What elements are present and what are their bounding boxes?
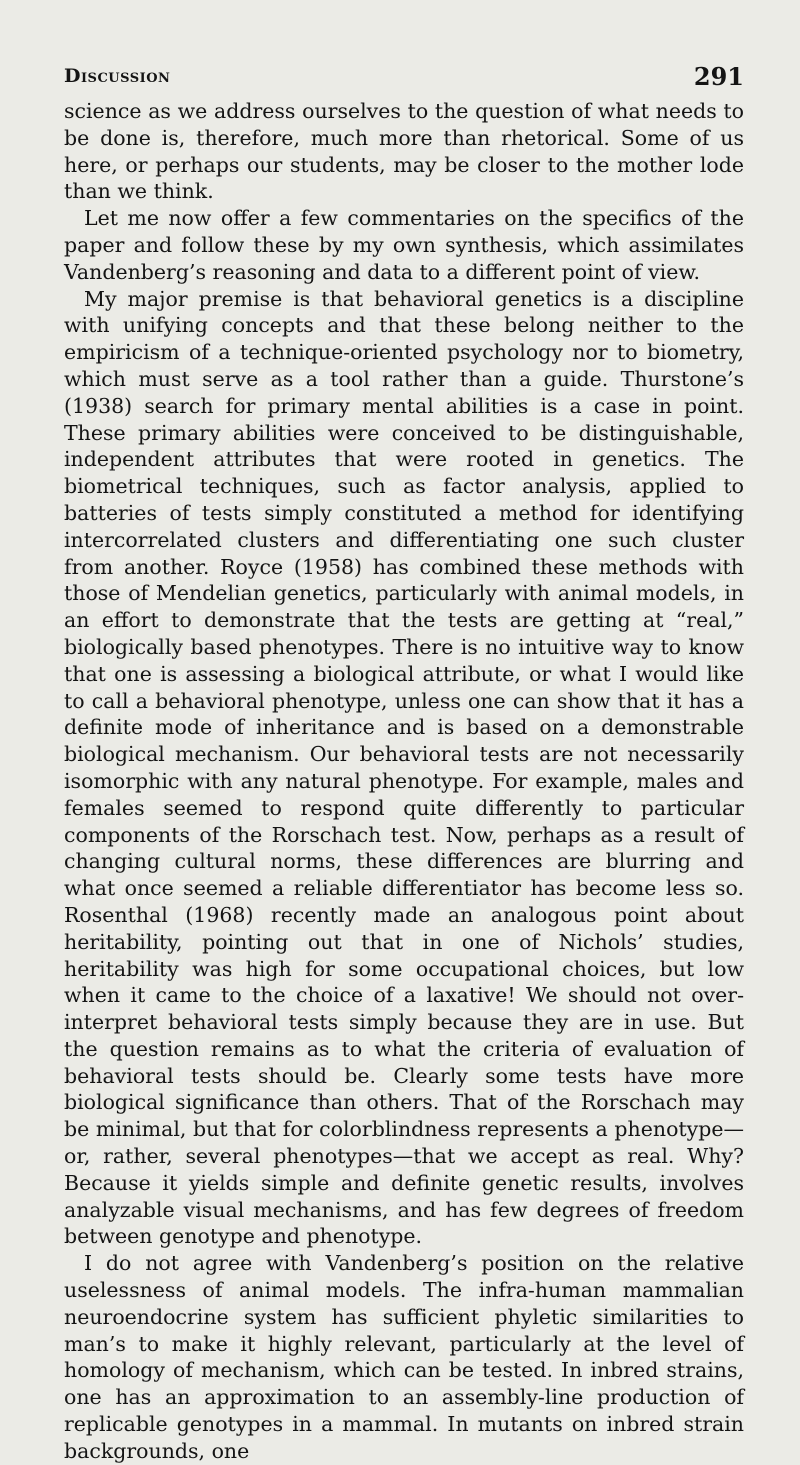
page-number: 291 xyxy=(693,62,744,91)
body-text xyxy=(64,98,744,1465)
paragraph-commentary-intro: Let me now offer a few commentaries on the specifics of the paper and follow these by my own synthesis, which assimilates Vandenberg’s reasoning and data to a different point of view. xyxy=(64,206,744,284)
paragraph-animal-models: I do not agree with Vandenberg’s position on the relative uselessness of animal models. The infra-human mammalian neuroendocrine system has sufficient phyletic similarities to man’s to make it highly relevant, particularly at the level of homology of mechanism, which can be tested. In inbred strains, one has an approximation to an assembly-line production of replicable genotypes in a mammal. In mutants on inbred strain backgrounds, one xyxy=(64,1251,744,1463)
running-head xyxy=(64,62,744,96)
paragraph-continuation: science as we address ourselves to the question of what needs to be done is, therefore, much more than rhetorical. Some of us here, or perhaps our students, may be closer to the mother lode than we think. xyxy=(64,99,744,204)
section-title: Discussion xyxy=(64,65,171,87)
paragraph-major-premise: My major premise is that behavioral genetics is a discipline with unifying concepts and that these belong neither to the empiricism of a technique-oriented psychology nor to biometry, which must serve as a tool rather than a guide. Thurstone’s (1938) search for primary mental abilities is a case in point. These primary abilities were conceived to be distinguishable, independent attributes that were rooted in genetics. The biometrical techniques, such as factor analysis, applied to batteries of tests simply constituted a method for identifying intercorrelated clusters and differentiating one such cluster from another. Royce (1958) has combined these methods with those of Mendelian genetics, particularly with animal models, in an effort to demonstrate that the tests are getting at “real,” biologically based phenotypes. There is no intuitive way to know that one is assessing a biological attribute, or what I would like to call a behavioral phenotype, unless one can show that it has a definite mode of inheritance and is based on a demonstrable biological mechanism. Our behavioral tests are not necessarily isomorphic with any natural phenotype. For example, males and females seemed to respond quite differently to particular components of the Rorschach test. Now, perhaps as a result of changing cultural norms, these differences are blurring and what once seemed a reliable differentiator has become less so. Rosenthal (1968) recently made an analogous point about heritability, pointing out that in one of Nichols’ studies, heritability was high for some occupational choices, but low when it came to the choice of a laxative! We should not over-interpret behavioral tests simply because they are in use. But the question remains as to what the criteria of evaluation of behavioral tests should be. Clearly some tests have more biological significance than others. That of the Rorschach may be minimal, but that for colorblindness represents a phenotype—or, rather, several phenotypes—that we accept as real. Why? Because it yields simple and definite genetic results, involves analyzable visual mechanisms, and has few degrees of freedom between genotype and phenotype. xyxy=(64,286,744,1249)
